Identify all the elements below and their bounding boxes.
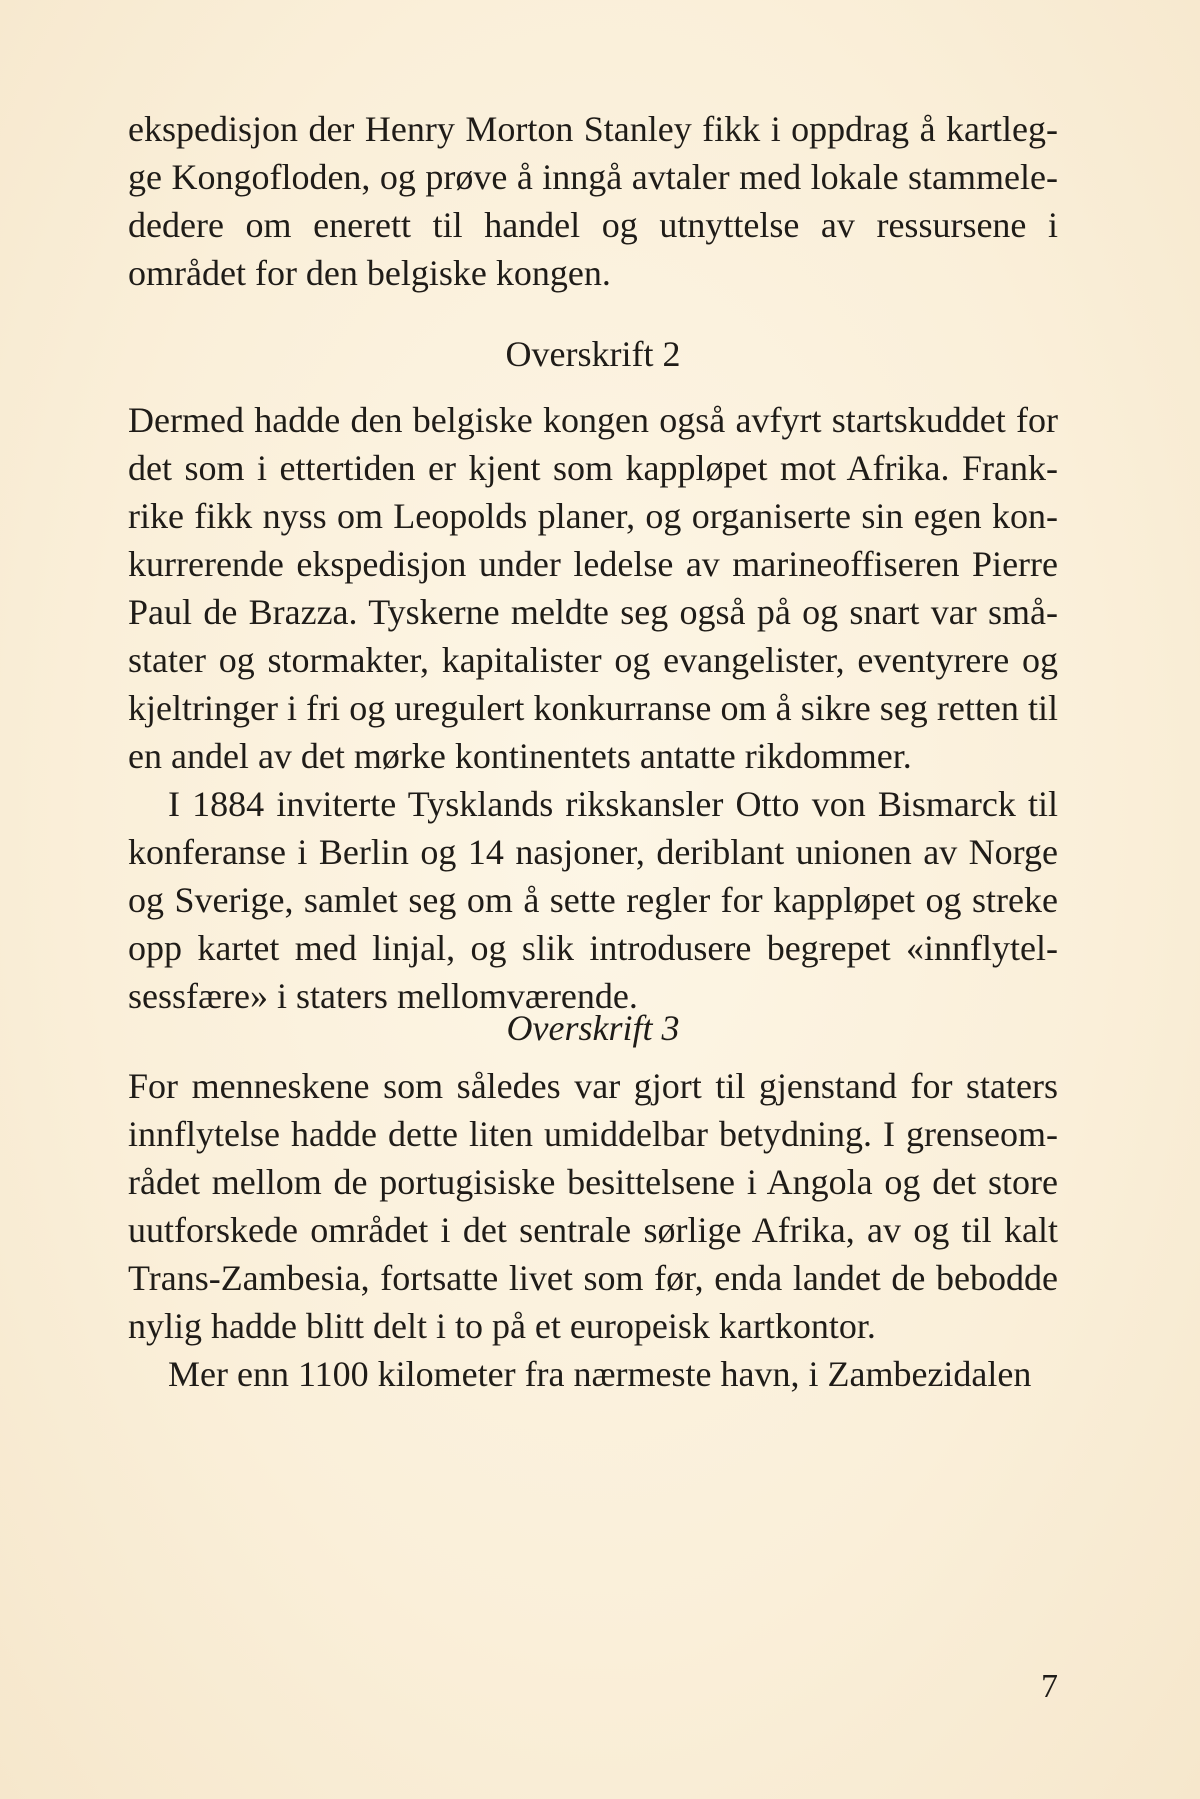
opening-text: [128, 105, 1058, 297]
paragraph-3: I 1884 inviterte Tysklands rikskansler Otto von Bismarck til konferanse i Berlin og 14 nasjoner, deriblant unionen av Norge og Sverige, samlet seg om å sette regler for kappløpet og streke opp kartet med linjal, og slik introdusere begrepet «innflytelsessfære» i staters mellomværende.: [128, 784, 1058, 1016]
paragraph-4: For menneskene som således var gjort til gjenstand for staters innflytelse hadde dette liten umiddelbar betydning. I grenseområdet mellom de portugisiske besittelsene i Angola og det store uutforskede området i det sentrale sørlige Afrika, av og til kalt Trans-Zambesia, fortsatte livet som før, enda landet de bebodde nylig hadde blitt delt i to på et europeisk kartkontor.: [128, 1066, 1058, 1346]
heading-overskrift-3: Overskrift 3: [506, 1008, 680, 1048]
section-3-text: [128, 1062, 1058, 1398]
paragraph-2: Dermed hadde den belgiske kongen også avfyrt startskuddet for det som i ettertiden er kjent som kappløpet mot Afrika. Frankrike fikk nyss om Leopolds planer, og organiserte sin egen konkurrerende ekspedisjon under ledelse av marineoffiseren Pierre Paul de Brazza. Tyskerne meldte seg også på og snart var småstater og stormakter, kapitalister og evangelister, eventyrere og kjeltringer i fri og uregulert konkurranse om å sikre seg retten til en andel av det mørke kontinentets antatte rikdommer.: [128, 400, 1058, 776]
page-number: 7: [1041, 1668, 1058, 1705]
section-2-text: [128, 396, 1058, 1020]
paragraph-5: Mer enn 1100 kilometer fra nærmeste havn, i Zambezidalen: [168, 1354, 1032, 1394]
heading-overskrift-2: Overskrift 2: [505, 334, 681, 374]
paragraph-1: ekspedisjon der Henry Morton Stanley fikk i oppdrag å kartlegge Kongofloden, og prøve å inngå avtaler med lokale stammelededere om enerett til handel og utnyttelse av ressursene i området for den belgiske kongen.: [128, 109, 1058, 293]
